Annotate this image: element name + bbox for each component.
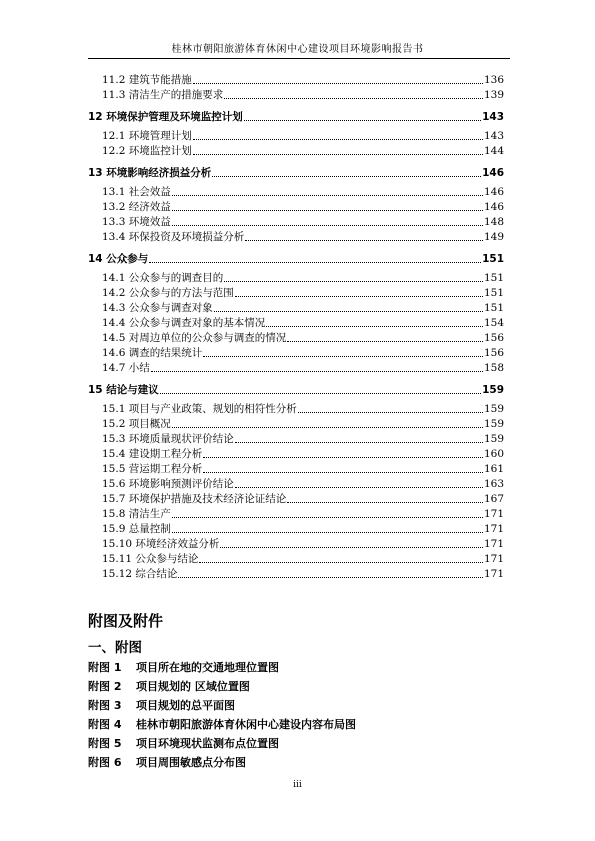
table-of-contents	[88, 72, 504, 581]
toc-section-entry[interactable]	[88, 72, 504, 87]
toc-leader-dots	[235, 442, 483, 443]
toc-chapter-entry[interactable]	[88, 250, 504, 266]
toc-section-entry[interactable]	[88, 300, 504, 315]
figure-number: 附图 4	[88, 717, 122, 731]
toc-section-entry[interactable]	[88, 551, 504, 566]
toc-leader-dots	[172, 427, 483, 428]
page-header: 桂林市朝阳旅游体育休闲中心建设项目环境影响报告书	[171, 44, 424, 55]
toc-entry-label: 15.2 项目概况	[102, 418, 171, 430]
toc-entry-page: 171	[483, 523, 504, 535]
toc-entry-page: 171	[483, 568, 504, 580]
toc-leader-dots	[149, 262, 481, 263]
toc-chapter-entry[interactable]	[88, 108, 504, 124]
toc-leader-dots	[244, 120, 481, 121]
toc-entry-page: 167	[483, 493, 504, 505]
toc-entry-page: 143	[483, 130, 504, 142]
toc-entry-label: 13.2 经济效益	[102, 201, 171, 213]
toc-entry-page: 159	[482, 384, 504, 396]
figure-title: 桂林市朝阳旅游体育休闲中心建设内容布局图	[136, 717, 356, 731]
figure-title: 项目环境现状监测布点位置图	[136, 736, 279, 750]
toc-entry-label: 14.7 小结	[102, 362, 150, 374]
toc-section-entry[interactable]	[88, 128, 504, 143]
toc-section-entry[interactable]	[88, 214, 504, 229]
toc-leader-dots	[235, 296, 483, 297]
figure-number: 附图 1	[88, 660, 122, 674]
toc-leader-dots	[224, 98, 483, 99]
toc-section-entry[interactable]	[88, 536, 504, 551]
toc-entry-label: 15.10 环境经济效益分析	[102, 538, 220, 550]
header-rule	[88, 58, 510, 59]
toc-entry-page: 154	[483, 317, 504, 329]
figure-title: 项目规划的 区域位置图	[136, 679, 250, 693]
toc-leader-dots	[203, 457, 483, 458]
toc-section-entry[interactable]	[88, 143, 504, 158]
toc-entry-label: 14 公众参与	[88, 253, 149, 265]
toc-entry-page: 146	[483, 201, 504, 213]
toc-entry-label: 13.4 环保投资及环境损益分析	[102, 231, 245, 243]
appendix-figure-entry	[88, 676, 508, 695]
appendix-subtitle: 一、附图	[88, 640, 142, 656]
toc-entry-page: 146	[483, 186, 504, 198]
toc-entry-label: 11.3 清洁生产的措施要求	[102, 89, 224, 101]
toc-leader-dots	[172, 517, 483, 518]
toc-entry-label: 15.1 项目与产业政策、规划的相符性分析	[102, 403, 297, 415]
toc-entry-label: 15.9 总量控制	[102, 523, 171, 535]
toc-entry-label: 15.6 环境影响预测评价结论	[102, 478, 234, 490]
toc-leader-dots	[199, 562, 483, 563]
appendix-figure-entry	[88, 657, 508, 676]
figure-number: 附图 6	[88, 755, 122, 769]
toc-entry-page: 159	[483, 403, 504, 415]
toc-section-entry[interactable]	[88, 506, 504, 521]
figure-number: 附图 2	[88, 679, 122, 693]
toc-chapter-entry[interactable]	[88, 164, 504, 180]
toc-section-entry[interactable]	[88, 345, 504, 360]
toc-entry-label: 11.2 建筑节能措施	[102, 74, 192, 86]
toc-leader-dots	[203, 356, 483, 357]
toc-entry-page: 151	[483, 272, 504, 284]
figure-title: 项目规划的总平面图	[136, 698, 235, 712]
toc-entry-label: 12 环境保护管理及环境监控计划	[88, 111, 243, 123]
toc-section-entry[interactable]	[88, 330, 504, 345]
toc-section-entry[interactable]	[88, 416, 504, 431]
toc-entry-label: 15.8 清洁生产	[102, 508, 171, 520]
toc-leader-dots	[160, 393, 481, 394]
toc-entry-page: 161	[483, 463, 504, 475]
toc-entry-label: 15.7 环境保护措施及技术经济论证结论	[102, 493, 287, 505]
toc-leader-dots	[245, 240, 483, 241]
toc-entry-label: 13.1 社会效益	[102, 186, 171, 198]
toc-section-entry[interactable]	[88, 446, 504, 461]
toc-section-entry[interactable]	[88, 401, 504, 416]
toc-section-entry[interactable]	[88, 270, 504, 285]
toc-entry-page: 143	[482, 111, 504, 123]
toc-entry-page: 158	[483, 362, 504, 374]
toc-section-entry[interactable]	[88, 491, 504, 506]
toc-section-entry[interactable]	[88, 87, 504, 102]
toc-entry-page: 148	[483, 216, 504, 228]
toc-entry-page: 151	[483, 302, 504, 314]
toc-chapter-entry[interactable]	[88, 381, 504, 397]
toc-section-entry[interactable]	[88, 199, 504, 214]
toc-leader-dots	[214, 311, 483, 312]
toc-leader-dots	[178, 577, 483, 578]
toc-entry-label: 12.1 环境管理计划	[102, 130, 192, 142]
toc-section-entry[interactable]	[88, 521, 504, 536]
toc-leader-dots	[203, 472, 483, 473]
toc-leader-dots	[212, 176, 481, 177]
toc-section-entry[interactable]	[88, 431, 504, 446]
toc-leader-dots	[172, 225, 483, 226]
toc-entry-label: 15.3 环境质量现状评价结论	[102, 433, 234, 445]
toc-leader-dots	[172, 532, 483, 533]
figure-title: 项目所在地的交通地理位置图	[136, 660, 279, 674]
toc-leader-dots	[224, 281, 483, 282]
toc-entry-label: 14.3 公众参与调查对象	[102, 302, 213, 314]
figure-list	[88, 657, 508, 771]
appendix-figure-entry	[88, 714, 508, 733]
toc-entry-page: 146	[482, 167, 504, 179]
toc-entry-page: 144	[483, 145, 504, 157]
toc-entry-label: 14.2 公众参与的方法与范围	[102, 287, 234, 299]
toc-leader-dots	[172, 210, 483, 211]
appendix-figure-entry	[88, 752, 508, 771]
toc-entry-page: 163	[483, 478, 504, 490]
toc-leader-dots	[298, 412, 483, 413]
toc-entry-label: 15 结论与建议	[88, 384, 159, 396]
toc-leader-dots	[193, 154, 483, 155]
appendix-figure-entry	[88, 733, 508, 752]
toc-entry-label: 12.2 环境监控计划	[102, 145, 192, 157]
toc-entry-label: 14.4 公众参与调查对象的基本情况	[102, 317, 266, 329]
toc-entry-page: 139	[483, 89, 504, 101]
toc-entry-label: 13.3 环境效益	[102, 216, 171, 228]
toc-section-entry[interactable]	[88, 285, 504, 300]
toc-entry-page: 159	[483, 433, 504, 445]
toc-entry-page: 159	[483, 418, 504, 430]
toc-entry-label: 14.5 对周边单位的公众参与调查的情况	[102, 332, 287, 344]
toc-entry-label: 15.12 综合结论	[102, 568, 178, 580]
toc-leader-dots	[235, 487, 483, 488]
toc-entry-page: 156	[483, 332, 504, 344]
figure-number: 附图 3	[88, 698, 122, 712]
toc-section-entry[interactable]	[88, 566, 504, 581]
appendix-title: 附图及附件	[88, 612, 164, 630]
toc-section-entry[interactable]	[88, 476, 504, 491]
toc-leader-dots	[193, 83, 483, 84]
toc-entry-page: 156	[483, 347, 504, 359]
figure-title: 项目周围敏感点分布图	[136, 755, 246, 769]
figure-number: 附图 5	[88, 736, 122, 750]
toc-leader-dots	[266, 326, 483, 327]
toc-entry-page: 160	[483, 448, 504, 460]
toc-entry-label: 14.1 公众参与的调查目的	[102, 272, 224, 284]
page-number: iii	[293, 780, 302, 790]
toc-entry-page: 171	[483, 538, 504, 550]
toc-leader-dots	[172, 195, 483, 196]
toc-leader-dots	[220, 547, 483, 548]
toc-entry-page: 171	[483, 508, 504, 520]
toc-leader-dots	[151, 371, 483, 372]
toc-section-entry[interactable]	[88, 229, 504, 244]
toc-entry-label: 15.11 公众参与结论	[102, 553, 199, 565]
toc-entry-label: 13 环境影响经济损益分析	[88, 167, 212, 179]
toc-entry-label: 15.5 营运期工程分析	[102, 463, 203, 475]
toc-entry-page: 151	[483, 287, 504, 299]
toc-leader-dots	[287, 341, 483, 342]
appendix-figure-entry	[88, 695, 508, 714]
toc-entry-page: 171	[483, 553, 504, 565]
toc-section-entry[interactable]	[88, 184, 504, 199]
toc-entry-label: 14.6 调查的结果统计	[102, 347, 203, 359]
toc-entry-label: 15.4 建设期工程分析	[102, 448, 203, 460]
toc-leader-dots	[287, 502, 483, 503]
toc-section-entry[interactable]	[88, 315, 504, 330]
toc-leader-dots	[193, 139, 483, 140]
toc-entry-page: 136	[483, 74, 504, 86]
toc-entry-page: 151	[482, 253, 504, 265]
toc-section-entry[interactable]	[88, 461, 504, 476]
toc-entry-page: 149	[483, 231, 504, 243]
toc-section-entry[interactable]	[88, 360, 504, 375]
